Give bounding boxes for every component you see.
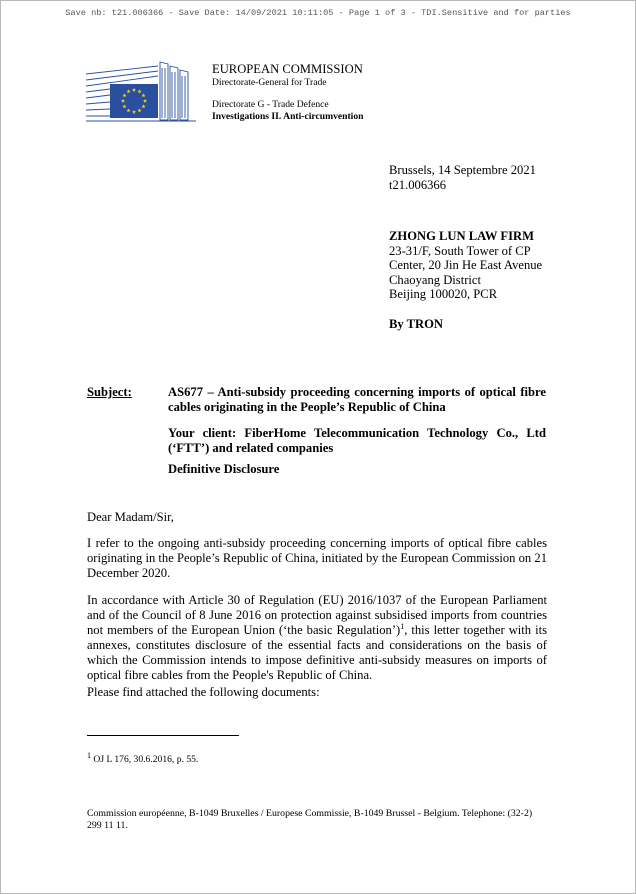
footnote: $^1$ OJ L 176, 30.6.2016, p. 55.	[87, 750, 199, 765]
org-name: EUROPEAN COMMISSION	[212, 62, 363, 76]
save-header: Save nb: t21.006366 - Save Date: 14/09/2021 10:11:05 - Page 1 of 3 - TDI.Sensitive and for parties	[65, 8, 571, 18]
footnote-ref: 1	[400, 621, 405, 631]
page-footer: Commission européenne, B-1049 Bruxelles / Europese Commissie, B-1049 Brussel - Belgium. Telephone: (32-2) 299 11 11.	[87, 808, 533, 832]
delivery-method: By TRON	[389, 317, 444, 331]
paragraph-attachments: Please find attached the following documents:	[87, 685, 320, 699]
recipient-address-line: 23-31/F, South Tower of CP	[389, 243, 531, 258]
subject-label: Subject:	[87, 385, 132, 399]
org-dg: Directorate-General for Trade	[212, 77, 327, 88]
recipient-address-line: Chaoyang District	[389, 272, 481, 287]
org-directorate: Directorate G - Trade Defence	[212, 99, 329, 110]
paragraph-intro: I refer to the ongoing anti-subsidy proceeding concerning imports of optical fibre cables originating in the People’s Republic of China, initiated by the European Commission on 21 December 2020.	[87, 536, 547, 580]
subject-line: AS677 – Anti-subsidy proceeding concerning imports of optical fibre cables originating in the People’s Republic of China	[168, 385, 546, 414]
subject-client: Your client: FiberHome Telecommunication Technology Co., Ltd (‘FTT’) and related companies	[168, 426, 546, 455]
letter-date: Brussels, 14 Septembre 2021	[389, 163, 536, 177]
salutation: Dear Madam/Sir,	[87, 510, 174, 524]
recipient-name: ZHONG LUN LAW FIRM	[389, 229, 534, 243]
recipient-address-line: Beijing 100020, PCR	[389, 287, 498, 302]
letter-reference: t21.006366	[389, 177, 447, 192]
org-header	[212, 62, 363, 123]
recipient-block	[389, 229, 542, 302]
recipient-address-line: Center, 20 Jin He East Avenue	[389, 258, 543, 273]
org-unit: Investigations II. Anti-circumvention	[212, 111, 364, 122]
footnote-divider	[87, 735, 239, 736]
date-block	[389, 163, 536, 192]
subject-disclosure: Definitive Disclosure	[168, 462, 280, 476]
european-commission-logo	[86, 60, 198, 122]
paragraph-disclosure: In accordance with Article 30 of Regulation (EU) 2016/1037 of the European Parliament and of the Council of 8 June 2016 on protection against subsidised imports from countries not members of the European Union (‘the basic Regulation’)$^1$, this letter together with its annexes, constitutes disclosure of the essential facts and considerations on the basis of which the Commission intends to impose definitive anti-subsidy measures on imports of optical fibre cables from the People's Republic of China.	[87, 593, 548, 682]
